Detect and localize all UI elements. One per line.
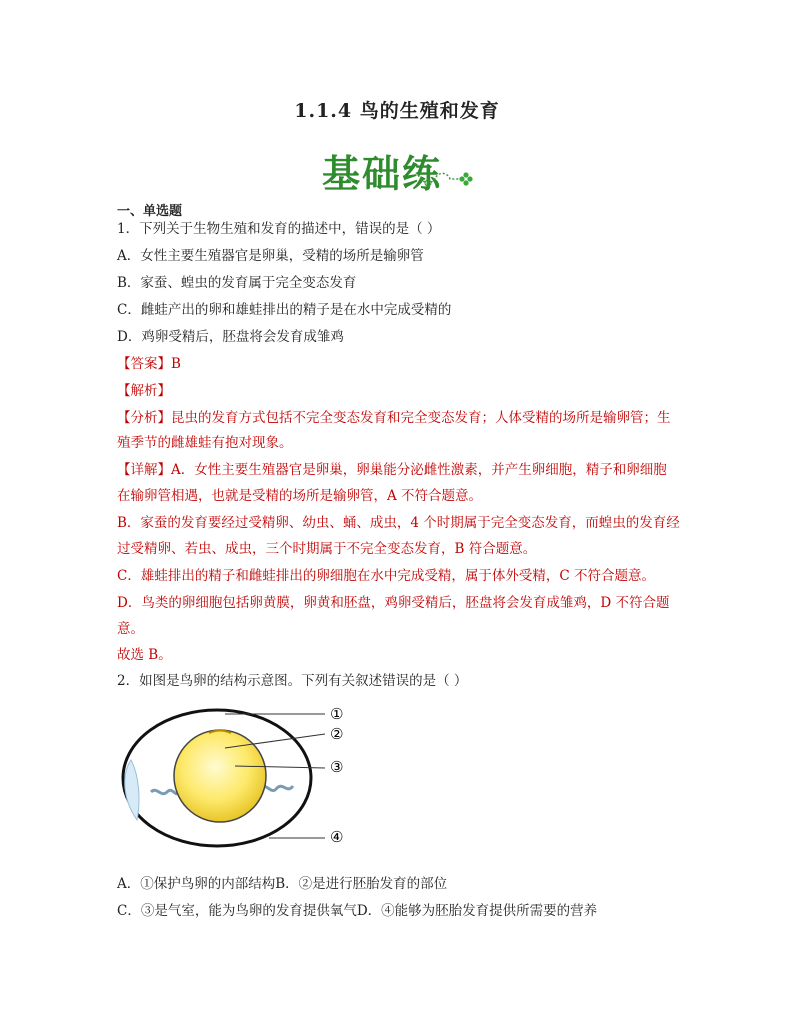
vine-decoration-icon xyxy=(414,163,474,193)
q1-analysis-heading: 【解析】 xyxy=(117,383,171,399)
q1-answer: 【答案】B xyxy=(117,356,181,372)
analysis-line: 在输卵管相遇，也就是受精的场所是输卵管，A 不符合题意。 xyxy=(117,488,483,504)
analysis-line: 【详解】A．女性主要生殖器官是卵巢，卵巢能分泌雌性激素，并产生卵细胞，精子和卵细胞 xyxy=(117,462,667,478)
badge-label: 基础练 xyxy=(322,152,443,196)
q1-option-c: C．雌蛙产出的卵和雄蛙排出的精子是在水中完成受精的 xyxy=(117,302,452,318)
bird-egg-diagram xyxy=(117,700,367,860)
practice-badge xyxy=(322,143,442,198)
page-title: 1.1.4 鸟的生殖和发育 xyxy=(294,100,500,122)
analysis-line: 故选 B。 xyxy=(117,647,172,663)
question-1-stem: 1．下列关于生物生殖和发育的描述中，错误的是（ ） xyxy=(117,221,441,237)
analysis-line: D．鸟类的卵细胞包括卵黄膜，卵黄和胚盘，鸡卵受精后，胚盘将会发育成雏鸡，D 不符合题 xyxy=(117,595,670,611)
q2-options-row-2: C．③是气室，能为鸟卵的发育提供氧气D．④能够为胚胎发育提供所需要的营养 xyxy=(117,903,598,919)
analysis-line: 殖季节的雌雄蛙有抱对现象。 xyxy=(117,435,293,451)
analysis-line: 【分析】昆虫的发育方式包括不完全变态发育和完全变态发育；人体受精的场所是输卵管；生 xyxy=(117,410,671,426)
question-2-stem: 2．如图是鸟卵的结构示意图。下列有关叙述错误的是（ ） xyxy=(117,673,468,689)
analysis-line: C．雄蛙排出的精子和雌蛙排出的卵细胞在水中完成受精，属于体外受精，C 不符合题意。 xyxy=(117,568,655,584)
label-4: ④ xyxy=(330,828,344,846)
analysis-line: 意。 xyxy=(117,621,144,637)
section-heading: 一、单选题 xyxy=(117,204,183,219)
analysis-line: 过受精卵、若虫、成虫，三个时期属于不完全变态发育，B 符合题意。 xyxy=(117,541,537,557)
q1-option-d: D．鸡卵受精后，胚盘将会发育成雏鸡 xyxy=(117,329,344,345)
analysis-line: B．家蚕的发育要经过受精卵、幼虫、蛹、成虫，4 个时期属于完全变态发育，而蝗虫的发育经 xyxy=(117,515,680,531)
label-1: ① xyxy=(330,705,344,723)
q1-option-a: A．女性主要生殖器官是卵巢，受精的场所是输卵管 xyxy=(117,248,424,264)
q2-options-row-1: A．①保护鸟卵的内部结构B．②是进行胚胎发育的部位 xyxy=(117,876,448,892)
q1-option-b: B．家蚕、蝗虫的发育属于完全变态发育 xyxy=(117,275,357,291)
label-2: ② xyxy=(330,725,344,743)
label-3: ③ xyxy=(330,758,344,776)
